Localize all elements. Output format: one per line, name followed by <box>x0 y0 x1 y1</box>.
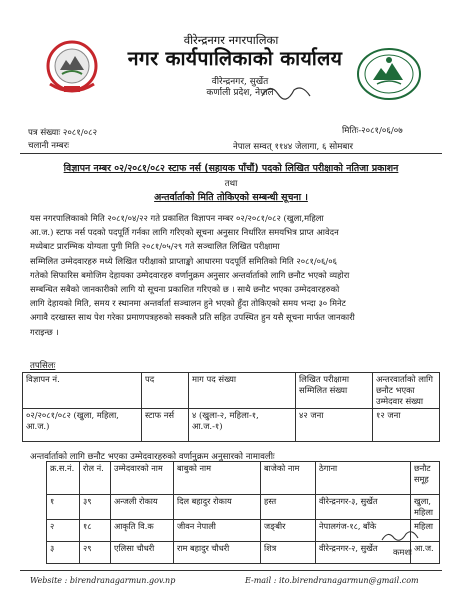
municipality-logo-icon <box>355 46 423 102</box>
table-cell: १ <box>47 495 80 520</box>
table-cell: ४ (खुला-२, महिला-१, आ.ज.-१) <box>189 409 296 442</box>
table-header-row <box>23 373 440 409</box>
table-cell: महिला <box>411 520 440 542</box>
header-divider <box>20 153 442 154</box>
table-cell: २९ <box>80 542 111 564</box>
notice-body <box>30 211 435 339</box>
body-line: लागि देहायको मिति, समय र स्थानमा अन्तर्वार्ता सञ्चालन हुने भएको हुँदा तोकिएको समय भन्दा ३० मिनेट <box>30 298 346 309</box>
column-header: विज्ञापन नं. <box>23 373 142 409</box>
table-cell: स्टाफ नर्स <box>142 409 189 442</box>
notice-headline: विज्ञापन नम्बर ०२/२०८१/०८२ स्टाफ नर्स (सहायक पाँचौं) पदको लिखित परीक्षाको नतिजा प्रकाशन <box>63 163 399 174</box>
table-row <box>47 542 440 564</box>
date: मितिः-२०८१/०६/०७ <box>342 126 403 136</box>
body-line: आ.ज.) स्टाफ नर्स पदको पदपूर्ति गर्नका लागि गरिएको सूचना अनुसार निर्धारित समयभित्र प्राप्त आवेदन <box>30 227 339 238</box>
table-cell: आ.ज. <box>411 542 440 564</box>
candidate-list-caption: अन्तर्वार्ताको लागि छनौट भएका उम्मेदवारहरुको वर्णानुक्रम अनुसारको नामावलीः <box>30 452 275 462</box>
table-cell: खुला, महिला <box>411 495 440 520</box>
signature-label: कमशः <box>393 547 412 557</box>
table-cell: अन्जली रोकाय <box>111 495 174 520</box>
municipality-name: वीरेन्द्रनगर नगरपालिका <box>183 33 279 47</box>
table-cell: जीवन नेपाली <box>174 520 261 542</box>
dispatch-number: चलानी नम्बरः <box>28 141 69 151</box>
table-cell: नेपालगंज-१८, बाँके <box>316 520 411 542</box>
address-line-1: वीरेन्द्रनगर, सुर्खेत <box>211 77 269 87</box>
table-cell: १८ <box>80 520 111 542</box>
table-header-row <box>47 462 440 495</box>
column-header: लिखित परीक्षामा सम्मिलित संख्या <box>296 373 373 409</box>
table-cell: एलिसा चौधरी <box>111 542 174 564</box>
notice-conjunction: तथा <box>224 179 238 189</box>
table-cell: १२ जना <box>373 409 440 442</box>
table-cell: ४२ जना <box>296 409 373 442</box>
table-row <box>47 495 440 520</box>
body-line: यस नगरपालिकाको मिति २०८१/०४/२२ गते प्रकाशित विज्ञापन नम्बर ०२/२०८१/०८२ (खुला,महिला <box>30 213 324 223</box>
column-header: रोल नं. <box>80 462 111 495</box>
column-header: क्र.स.नं. <box>47 462 80 495</box>
column-header: माग पद संख्या <box>189 373 296 409</box>
body-line: सम्बन्धित सबैको जानकारीको लागि यो सूचना प्रकाशित गरिएको छ । साथै छनौट भएका उम्मेदवारहरुको <box>30 284 340 295</box>
table-cell: हस्त <box>261 495 316 520</box>
body-line: अगावै दरखास्त साथ पेश गरेका प्रमाणपत्रहरुको सक्कलै प्रति सहित उपस्थित हुन यसै सूचना मार्फत जानकारी <box>30 312 355 323</box>
candidate-table <box>46 461 440 564</box>
column-header: बाबुको नाम <box>174 462 261 495</box>
footer-divider <box>20 570 442 571</box>
table-cell: आकृति वि.क <box>111 520 174 542</box>
notice-headline-2: अन्तर्वार्ताको मिति तोकिएको सम्बन्धी सूचना । <box>154 192 308 203</box>
table-cell: राम बहादुर चौधरी <box>174 542 261 564</box>
table-cell: २ <box>47 520 80 542</box>
table-row <box>23 409 440 442</box>
signature-scribble-icon <box>260 80 316 102</box>
footer-website[interactable]: Website : birendranagarmun.gov.np <box>30 576 176 585</box>
nepal-sambat-date: नेपाल सम्वत् ११४४ जेलागा, ६ सोमबार <box>233 142 354 152</box>
table-cell: जङ्बीर <box>261 520 316 542</box>
vacancy-table <box>22 372 440 442</box>
body-line: गराइन्छ । <box>30 326 59 337</box>
reference-number: पत्र संख्याः २०८१/०८२ <box>28 128 98 138</box>
table-cell: दिल बहादुर रोकाय <box>174 495 261 520</box>
footer-email[interactable]: E-mail : ito.birendranagarmun@gmail.com <box>245 576 419 585</box>
address-line-2: कर्णाली प्रदेश, नेपाल <box>206 88 274 98</box>
table-cell: वीरेन्द्रनगर-२, सुर्खेत <box>316 542 411 564</box>
column-header: उम्मेदवारको नाम <box>111 462 174 495</box>
column-header: अन्तरवार्ताको लागि छनौट भएका उम्मेदवार संख्या <box>373 373 440 409</box>
tapasil-label: तपसिलः <box>30 361 56 371</box>
table-cell: शित्र <box>261 542 316 564</box>
column-header: पद <box>142 373 189 409</box>
body-line: मध्येबाट प्रारम्भिक योग्यता पुगी मिति २०८१/०५/२९ गते सञ्चालित लिखित परीक्षामा <box>30 241 280 252</box>
column-header: बाजेको नाम <box>261 462 316 495</box>
table-cell: ३ <box>47 542 80 564</box>
body-line: सम्मिलित उम्मेदवारहरु मध्ये लिखित परीक्षाको प्राप्ताङ्को आधारमा पदपूर्ति समितिको मिति २०८१/०६/०६ <box>30 255 337 266</box>
column-header: छनौट समूह <box>411 462 440 495</box>
table-cell: ३९ <box>80 495 111 520</box>
body-line: गतेको सिफारिस बमोजिम देहायका उम्मेदवारहरु वर्णानुक्रम अनुसार अन्तर्वार्ताको लागि छनौट भएको व्यहोरा <box>30 269 350 280</box>
table-cell: ०२/२०८१/०८२ (खुला, महिला, आ.ज.) <box>23 409 142 442</box>
signature-icon <box>380 528 420 544</box>
table-cell: वीरेन्द्रनगर-३, सुर्खेत <box>316 495 411 520</box>
office-title: नगर कार्यपालिकाको कार्यालय <box>127 47 343 70</box>
column-header: ठेगाना <box>316 462 411 495</box>
